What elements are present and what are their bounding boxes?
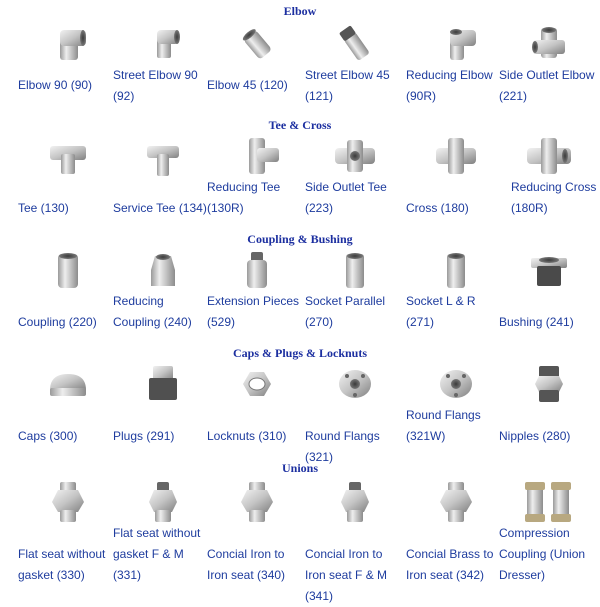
conical-iron-union-icon: [227, 480, 287, 524]
section-title-unions: Unions: [281, 461, 319, 475]
section-title-elbow: Elbow: [283, 4, 317, 18]
item-label[interactable]: Plugs (291): [113, 429, 175, 443]
item-label[interactable]: Reducing Elbow (90R): [406, 68, 493, 103]
item-label[interactable]: Concial Iron to Iron seat (340): [207, 547, 286, 582]
coupling-icon: [38, 248, 98, 292]
round-flange-w-icon: [426, 362, 486, 406]
item-label[interactable]: Nipples (280): [499, 429, 571, 443]
item-label[interactable]: Side Outlet Tee (223): [305, 180, 387, 215]
service-tee-icon: [133, 134, 193, 178]
side-outlet-tee-icon: [325, 134, 385, 178]
item-label[interactable]: Flat seat without gasket (330): [18, 547, 106, 582]
item-label[interactable]: Service Tee (134): [113, 201, 207, 215]
item-label[interactable]: Bushing (241): [499, 315, 574, 329]
item-label[interactable]: Reducing Coupling (240): [113, 294, 192, 329]
item-label[interactable]: Socket L & R (271): [406, 294, 476, 329]
item-label[interactable]: Round Flangs (321W): [406, 408, 481, 443]
cap-icon: [38, 362, 98, 406]
conical-brass-union-icon: [426, 480, 486, 524]
item-label[interactable]: Reducing Cross (180R): [511, 180, 597, 215]
elbow-90-icon: [38, 22, 98, 66]
item-label[interactable]: Round Flangs (321): [305, 429, 380, 464]
flat-seat-union-icon: [38, 480, 98, 524]
section-title-tee-cross: Tee & Cross: [268, 118, 332, 132]
elbow-45-icon: [227, 22, 287, 66]
cross-icon: [426, 134, 486, 178]
section-title-caps-plugs-locknuts: Caps & Plugs & Locknuts: [232, 346, 368, 360]
item-label[interactable]: Concial Brass to Iron seat (342): [406, 547, 494, 582]
item-label[interactable]: Socket Parallel (270): [305, 294, 386, 329]
item-label[interactable]: Street Elbow 90 (92): [113, 68, 198, 103]
conical-iron-union-fm-icon: [325, 480, 385, 524]
item-label[interactable]: Side Outlet Elbow (221): [499, 68, 595, 103]
flat-seat-union-fm-icon: [133, 480, 193, 524]
item-label[interactable]: Locknuts (310): [207, 429, 287, 443]
item-label[interactable]: Flat seat without gasket F & M (331): [113, 526, 201, 582]
locknut-icon: [227, 362, 287, 406]
item-label[interactable]: Elbow 90 (90): [18, 78, 93, 92]
socket-parallel-icon: [325, 248, 385, 292]
item-label[interactable]: Caps (300): [18, 429, 78, 443]
item-label[interactable]: Concial Iron to Iron seat F & M (341): [305, 547, 388, 603]
item-label[interactable]: Extension Pieces (529): [207, 294, 300, 329]
item-label[interactable]: Elbow 45 (120): [207, 78, 288, 92]
item-label[interactable]: Compression Coupling (Union Dresser): [499, 526, 586, 582]
side-outlet-elbow-icon: [519, 22, 579, 66]
compression-coupling-icon: [519, 480, 579, 524]
item-label[interactable]: Street Elbow 45 (121): [305, 68, 390, 103]
item-label[interactable]: Cross (180): [406, 201, 469, 215]
item-label[interactable]: Coupling (220): [18, 315, 97, 329]
reducing-cross-icon: [519, 134, 579, 178]
street-elbow-45-icon: [325, 22, 385, 66]
street-elbow-90-icon: [133, 22, 193, 66]
item-label[interactable]: Reducing Tee (130R): [207, 180, 281, 215]
reducing-tee-icon: [227, 134, 287, 178]
round-flange-icon: [325, 362, 385, 406]
bushing-icon: [519, 248, 579, 292]
item-label[interactable]: Tee (130): [18, 201, 69, 215]
reducing-coupling-icon: [133, 248, 193, 292]
extension-piece-icon: [227, 248, 287, 292]
section-title-coupling-bushing: Coupling & Bushing: [247, 232, 353, 246]
nipple-icon: [519, 362, 579, 406]
plug-icon: [133, 362, 193, 406]
tee-icon: [38, 134, 98, 178]
socket-l-r-icon: [426, 248, 486, 292]
reducing-elbow-icon: [426, 22, 486, 66]
